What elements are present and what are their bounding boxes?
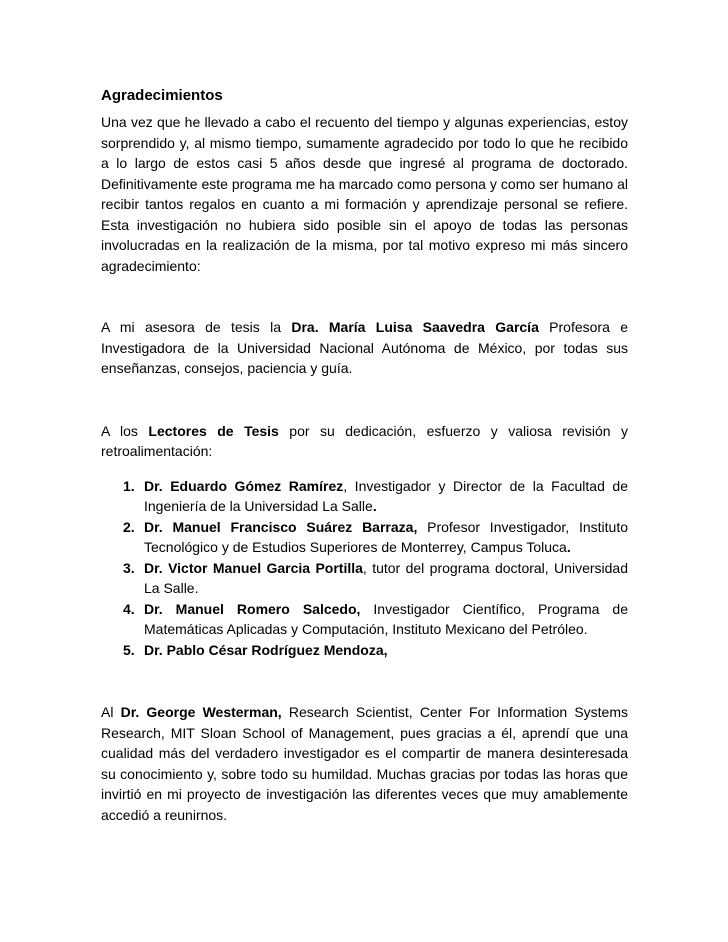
readers-paragraph: [101, 421, 628, 462]
reader-end: .: [372, 498, 377, 514]
readers-prefix: A los: [101, 422, 149, 439]
reader-description: , Investigador y Director de la Facultad de Ingeniería de la Universidad La Salle: [144, 477, 628, 514]
westerman-prefix: Al: [101, 704, 121, 720]
list-number: 2.: [123, 518, 135, 535]
reader-name: Dr. Pablo César Rodríguez Mendoza,: [144, 641, 388, 658]
reader-name: Dr. Manuel Francisco Suárez Barraza,: [144, 518, 418, 535]
reader-description: , tutor del programa doctoral, Universidad La Salle.: [144, 559, 628, 596]
reader-description: Investigador Científico, Programa de Matemáticas Aplicadas y Computación, Instituto Mexicano del Petróleo.: [144, 600, 628, 637]
reader-name: Dr. Victor Manuel Garcia Portilla: [144, 559, 363, 576]
reader-name: Dr. Manuel Romero Salcedo,: [144, 600, 361, 617]
list-number: 4.: [123, 600, 135, 617]
reader-name: Dr. Eduardo Gómez Ramírez: [144, 477, 344, 494]
reader-description: Profesor Investigador, Instituto Tecnológico y de Estudios Superiores de Monterrey, Campus Toluca: [144, 518, 628, 555]
list-item: [101, 517, 628, 558]
list-item: [101, 599, 628, 640]
document-page: [101, 86, 628, 825]
westerman-name: Dr. George Westerman,: [120, 704, 282, 720]
list-number: 3.: [123, 559, 135, 576]
list-item: [101, 558, 628, 599]
readers-list: [101, 476, 628, 661]
list-item: [101, 476, 628, 517]
advisor-name: Dra. María Luisa Saavedra García: [291, 319, 539, 335]
advisor-text: Profesora e Investigadora de la Universidad Nacional Autónoma de México, por todas sus enseñanzas, consejos, paciencia y guía.: [101, 319, 628, 376]
list-item: [101, 640, 628, 661]
page-title: Agradecimientos: [101, 87, 223, 104]
westerman-paragraph: [101, 702, 628, 825]
westerman-text: Research Scientist, Center For Information Systems Research, MIT Sloan School of Management, pues gracias a él, aprendí que una cualidad más del verdadero investigador es el compartir de manera desinteresada su conocimiento y, sobre todo su humildad. Muchas gracias por todas las horas que invirtió en mi proyecto de investigación las diferentes veces que muy amablemente accedió a reunirnos.: [101, 704, 628, 823]
advisor-prefix: A mi asesora de tesis la: [101, 319, 292, 335]
reader-end: .: [566, 539, 571, 555]
advisor-paragraph: [101, 317, 628, 379]
list-number: 5.: [123, 641, 135, 658]
list-number: 1.: [123, 477, 135, 494]
intro-paragraph: Una vez que he llevado a cabo el recuento del tiempo y algunas experiencias, estoy sorprendido y, al mismo tiempo, sumamente agradecido por todo lo que he recibido a lo largo de estos casi 5 años desde que ingresé al programa de doctorado. Definitivamente este programa me ha marcado como persona y como ser humano al recibir tantos regalos en cuanto a mi formación y aprendizaje personal se refiere. Esta investigación no hubiera sido posible sin el apoyo de todas las personas involucradas en la realización de la misma, por tal motivo expreso mi más sincero agradecimiento:: [101, 114, 628, 274]
readers-label: Lectores de Tesis: [148, 422, 279, 439]
readers-text: por su dedicación, esfuerzo y valiosa revisión y retroalimentación:: [101, 422, 628, 459]
